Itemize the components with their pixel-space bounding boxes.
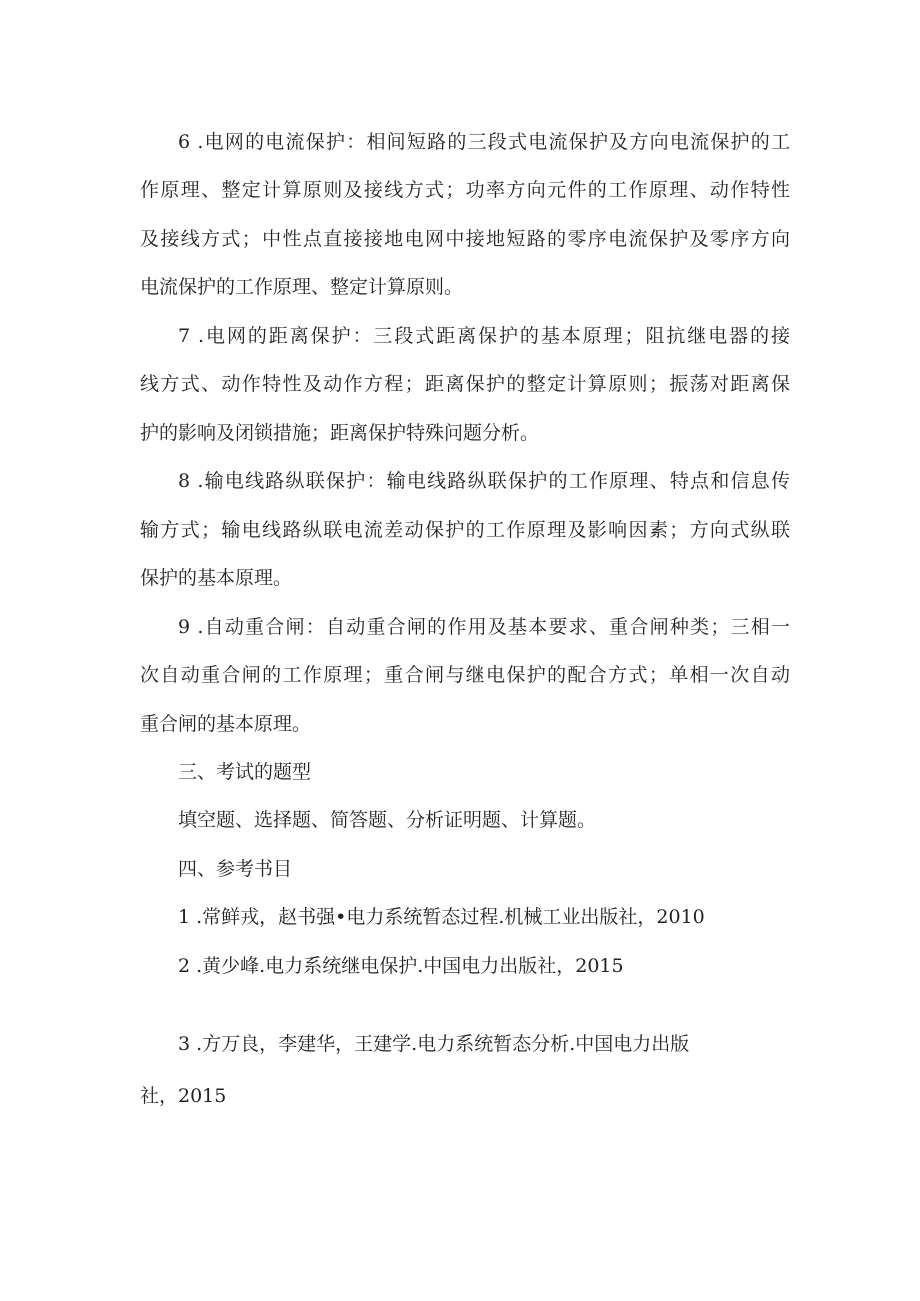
references-heading: 四、参考书目 bbox=[178, 858, 293, 880]
item-6-line-4: 电流保护的工作原理、整定计算原则。 bbox=[140, 276, 464, 298]
reference-book-1: 1 .常鲜戎，赵书强•电力系统暂态过程.机械工业出版社，2010 bbox=[178, 906, 705, 928]
exam-types-content: 填空题、选择题、简答题、分析证明题、计算题。 bbox=[178, 809, 597, 831]
item-9-line-2: 次自动重合闸的工作原理；重合闸与继电保护的配合方式；单相一次自动 bbox=[140, 664, 790, 686]
exam-types-heading: 三、考试的题型 bbox=[178, 761, 312, 783]
reference-book-3-line-2: 社，2015 bbox=[140, 1085, 227, 1107]
item-7-line-1: 7 .电网的距离保护：三段式距离保护的基本原理；阻抗继电器的接 bbox=[178, 325, 790, 347]
item-8-line-2: 输方式；输电线路纵联电流差动保护的工作原理及影响因素；方向式纵联 bbox=[140, 519, 790, 541]
item-6-line-2: 作原理、整定计算原则及接线方式；功率方向元件的工作原理、动作特性 bbox=[140, 179, 790, 201]
reference-book-2: 2 .黄少峰.电力系统继电保护.中国电力出版社，2015 bbox=[178, 955, 624, 977]
item-6-line-1: 6 .电网的电流保护：相间短路的三段式电流保护及方向电流保护的工 bbox=[178, 131, 790, 153]
item-7-line-2: 线方式、动作特性及动作方程；距离保护的整定计算原则；振荡对距离保 bbox=[140, 373, 790, 395]
item-7-line-3: 护的影响及闭锁措施；距离保护特殊问题分析。 bbox=[140, 422, 540, 444]
item-9-line-1: 9 .自动重合闸：自动重合闸的作用及基本要求、重合闸种类；三相一 bbox=[178, 616, 790, 638]
item-9-line-3: 重合闸的基本原理。 bbox=[140, 713, 312, 735]
item-8-line-3: 保护的基本原理。 bbox=[140, 567, 293, 589]
item-6-line-3: 及接线方式；中性点直接接地电网中接地短路的零序电流保护及零序方向 bbox=[140, 228, 790, 250]
reference-book-3-line-1: 3 .方万良，李建华，王建学.电力系统暂态分析.中国电力出版 bbox=[178, 1033, 690, 1055]
item-8-line-1: 8 .输电线路纵联保护：输电线路纵联保护的工作原理、特点和信息传 bbox=[178, 470, 790, 492]
